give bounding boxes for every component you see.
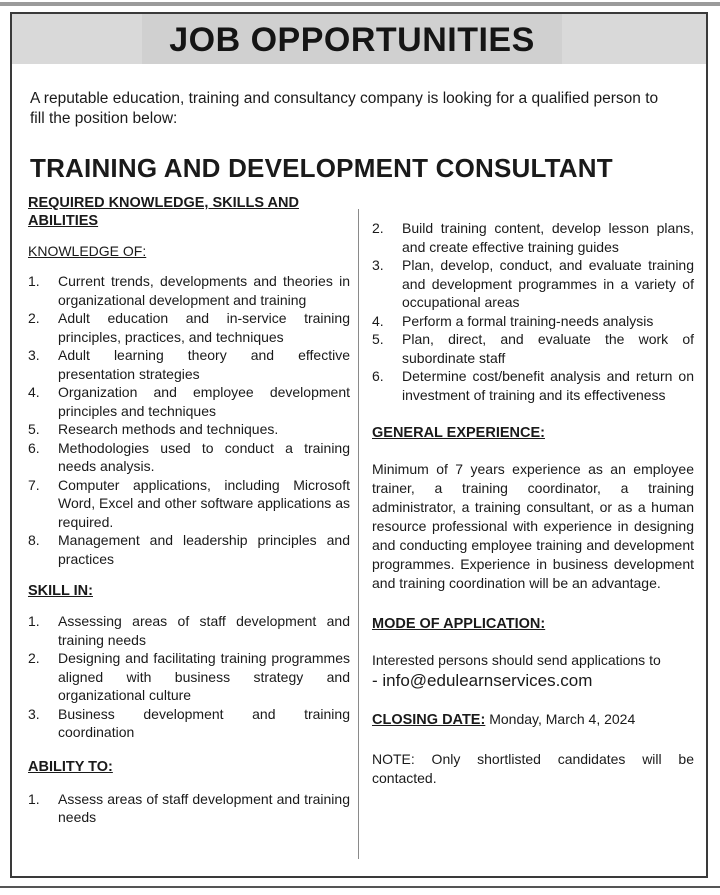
list-item-number: 1. bbox=[28, 790, 40, 807]
list-item-number: 6. bbox=[28, 439, 40, 456]
list-item bbox=[28, 272, 350, 309]
list-item bbox=[28, 790, 350, 827]
column-divider bbox=[358, 209, 359, 859]
list-item bbox=[372, 312, 694, 331]
list-item bbox=[372, 367, 694, 404]
intro-text: A reputable education, training and consultancy company is looking for a qualified person to fill the position below: bbox=[30, 90, 659, 127]
list-item-number: 2. bbox=[372, 220, 384, 236]
list-item-number: 4. bbox=[28, 384, 40, 400]
list-item bbox=[28, 439, 350, 476]
list-item-number: 4. bbox=[372, 312, 384, 329]
page-title: JOB OPPORTUNITIES bbox=[142, 14, 562, 64]
application-text: Interested persons should send applications to bbox=[372, 652, 661, 668]
general-experience-heading: GENERAL EXPERIENCE: bbox=[372, 425, 545, 441]
list-item-text: Build training content, develop lesson plans, and create effective training guides bbox=[402, 220, 694, 255]
list-item-text: Plan, direct, and evaluate the work of subordinate staff bbox=[402, 331, 694, 366]
list-item-number: 1. bbox=[28, 273, 40, 289]
list-item-number: 3. bbox=[28, 347, 40, 363]
ability-list-left bbox=[28, 790, 350, 827]
list-item-number: 2. bbox=[28, 650, 40, 666]
list-item-text: Determine cost/benefit analysis and return on investment of training and its effectiveness bbox=[402, 368, 694, 403]
top-rule bbox=[0, 2, 720, 6]
closing-date-label: CLOSING DATE: bbox=[372, 712, 486, 728]
skill-heading: SKILL IN: bbox=[28, 583, 93, 599]
right-column bbox=[372, 219, 694, 788]
list-item-number: 3. bbox=[372, 257, 384, 273]
application-email-link[interactable]: - info@edulearnservices.com bbox=[372, 671, 593, 690]
list-item-text: Organization and employee development principles and techniques bbox=[58, 384, 350, 419]
list-item-text: Business development and training coordination bbox=[58, 705, 350, 740]
list-item-number: 5. bbox=[372, 331, 384, 347]
skill-list bbox=[28, 612, 350, 742]
list-item-number: 3. bbox=[28, 705, 40, 722]
list-item-text: Designing and facilitating training programmes aligned with business strategy and organizational culture bbox=[58, 650, 350, 703]
bottom-rule bbox=[0, 886, 720, 888]
list-item-number: 6. bbox=[372, 368, 384, 384]
list-item-text: Plan, develop, conduct, and evaluate training and development programmes in a variety of occupational areas bbox=[402, 257, 694, 310]
ability-list-right bbox=[372, 219, 694, 404]
list-item bbox=[28, 346, 350, 383]
list-item-text: Current trends, developments and theories in organizational development and training bbox=[58, 273, 350, 308]
list-item-text: Management and leadership principles and practices bbox=[58, 532, 350, 567]
list-item bbox=[372, 330, 694, 367]
list-item-text: Adult education and in-service training principles, practices, and techniques bbox=[58, 310, 350, 345]
list-item-text: Perform a formal training-needs analysis bbox=[402, 312, 654, 329]
list-item bbox=[28, 705, 350, 742]
list-item-text: Methodologies used to conduct a training needs analysis. bbox=[58, 439, 350, 474]
list-item bbox=[28, 309, 350, 346]
list-item-text: Computer applications, including Microsoft Word, Excel and other software applications as required. bbox=[58, 476, 350, 530]
list-item bbox=[372, 219, 694, 256]
list-item-number: 1. bbox=[28, 613, 40, 629]
list-item-number: 2. bbox=[28, 310, 40, 326]
knowledge-list bbox=[28, 272, 350, 568]
required-heading: REQUIRED KNOWLEDGE, SKILLS AND ABILITIES bbox=[28, 195, 299, 229]
list-item-number: 5. bbox=[28, 421, 40, 437]
position-title: TRAINING AND DEVELOPMENT CONSULTANT bbox=[30, 153, 613, 183]
header-bar bbox=[12, 14, 706, 64]
list-item bbox=[28, 476, 350, 532]
list-item bbox=[28, 531, 350, 568]
list-item-text: Assess areas of staff development and training needs bbox=[58, 790, 350, 825]
note-text: NOTE: Only shortlisted candidates will be contacted. bbox=[372, 751, 694, 786]
ability-heading: ABILITY TO: bbox=[28, 758, 113, 775]
list-item-text: Assessing areas of staff development and training needs bbox=[58, 613, 350, 648]
list-item-text: Adult learning theory and effective presentation strategies bbox=[58, 347, 350, 382]
application-heading: MODE OF APPLICATION: bbox=[372, 616, 546, 632]
list-item bbox=[28, 612, 350, 649]
closing-date-value: Monday, March 4, 2024 bbox=[489, 711, 636, 727]
list-item bbox=[28, 649, 350, 705]
left-column bbox=[28, 194, 350, 827]
list-item bbox=[28, 383, 350, 420]
list-item bbox=[28, 420, 350, 439]
list-item bbox=[372, 256, 694, 312]
knowledge-heading: KNOWLEDGE OF: bbox=[28, 243, 147, 259]
list-item-number: 7. bbox=[28, 476, 40, 493]
closing-date bbox=[372, 710, 694, 730]
list-item-text: Research methods and techniques. bbox=[58, 421, 279, 437]
general-experience-text: Minimum of 7 years experience as an employee trainer, a training coordinator, a training administrator, a training consultant, or as a human resource professional with experience in designing and conducting employee training and development programmes. Experience in business development and training coordination will be an advantage. bbox=[372, 461, 694, 591]
advert-frame bbox=[10, 12, 708, 878]
list-item-number: 8. bbox=[28, 532, 40, 548]
